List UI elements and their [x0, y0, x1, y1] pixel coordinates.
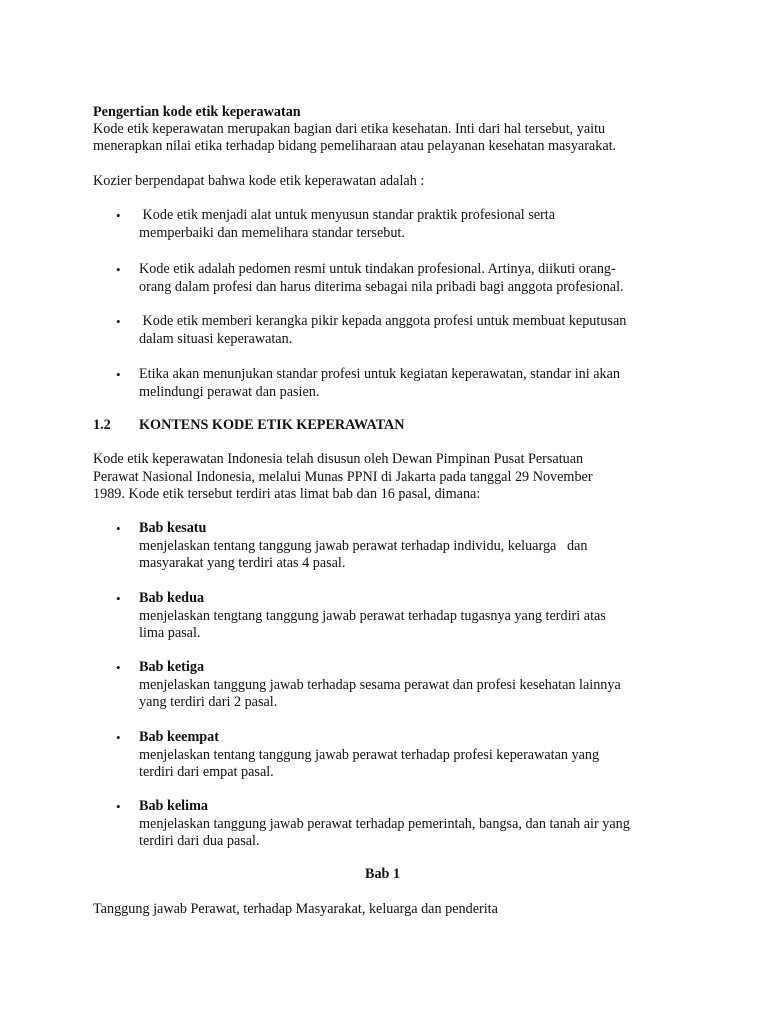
bullet-icon: •: [116, 660, 121, 675]
bab-1-text: Tanggung jawab Perawat, terhadap Masyarakat, keluarga dan penderita: [93, 901, 498, 917]
list-item-line: memperbaiki dan memelihara standar tersebut.: [139, 224, 405, 241]
bullet-icon: •: [116, 367, 121, 382]
section-number: 1.2: [93, 417, 111, 433]
bab-item: [139, 798, 699, 851]
bullet-icon: •: [116, 208, 121, 223]
list-item-line: orang dalam profesi dan harus diterima sebagai nila pribadi bagi anggota profesional.: [139, 278, 624, 295]
bab-desc-line: menjelaskan tanggung jawab terhadap sesama perawat dan profesi kesehatan lainnya: [139, 676, 621, 693]
bab-desc-line: yang terdiri dari 2 pasal.: [139, 694, 278, 710]
bab-item: [139, 590, 699, 643]
bab-desc-line: terdiri dari empat pasal.: [139, 764, 274, 780]
bullet-icon: •: [116, 262, 121, 277]
bullet-icon: •: [116, 730, 121, 745]
section-heading-pengertian: Pengertian kode etik keperawatan: [93, 104, 301, 120]
bab-desc-line: menjelaskan tentang tanggung jawab perawat terhadap profesi keperawatan yang: [139, 746, 600, 763]
bab-item: [139, 520, 699, 573]
bab-item: [139, 659, 699, 712]
bab-desc-line: lima pasal.: [139, 625, 201, 641]
bab-title: Bab kelima: [139, 798, 208, 814]
bullet-icon: •: [116, 799, 121, 814]
list-item: [139, 261, 699, 296]
bullet-icon: •: [116, 591, 121, 606]
list-item-line: melindungi perawat dan pasien.: [139, 383, 320, 400]
list-item: [139, 313, 699, 348]
bab-title: Bab ketiga: [139, 659, 205, 675]
list-item: [139, 207, 699, 242]
bab-desc-line: terdiri dari dua pasal.: [139, 833, 260, 849]
section-heading-konten: KONTENS KODE ETIK KEPERAWATAN: [139, 417, 405, 433]
paragraph-line: Perawat Nasional Indonesia, melalui Munas PPNI di Jakarta pada tanggal 29 November: [93, 469, 593, 485]
list-item: [139, 366, 699, 401]
bab-desc-line: masyarakat yang terdiri atas 4 pasal.: [139, 555, 346, 571]
bab-item: [139, 729, 699, 782]
paragraph-line: 1989. Kode etik tersebut terdiri atas limat bab dan 16 pasal, dimana:: [93, 486, 481, 502]
bab-desc-line: menjelaskan tengtang tanggung jawab perawat terhadap tugasnya yang terdiri atas: [139, 607, 606, 624]
list-item-line: dalam situasi keperawatan.: [139, 330, 293, 347]
bab-1-heading: Bab 1: [365, 866, 401, 882]
bab-desc-line: menjelaskan tanggung jawab perawat terhadap pemerintah, bangsa, dan tanah air yang: [139, 815, 630, 832]
paragraph-line: Kode etik keperawatan Indonesia telah disusun oleh Dewan Pimpinan Pusat Persatuan: [93, 451, 584, 467]
list-item-line: Kode etik memberi kerangka pikir kepada anggota profesi untuk membuat keputusan: [139, 313, 627, 329]
paragraph-line: menerapkan nilai etika terhadap bidang pemeliharaan atau pelayanan kesehatan masyarakat.: [93, 138, 617, 154]
bab-desc-line: menjelaskan tentang tanggung jawab perawat terhadap individu, keluarga dan: [139, 537, 588, 554]
bab-title: Bab kedua: [139, 590, 205, 606]
bullet-icon: •: [116, 314, 121, 329]
bab-title: Bab kesatu: [139, 520, 207, 536]
paragraph-line: Kode etik keperawatan merupakan bagian dari etika kesehatan. Inti dari hal tersebut, yaitu: [93, 121, 606, 137]
list-item-line: Etika akan menunjukan standar profesi untuk kegiatan keperawatan, standar ini akan: [139, 366, 621, 382]
bab-title: Bab keempat: [139, 729, 220, 745]
kozier-intro: Kozier berpendapat bahwa kode etik keperawatan adalah :: [93, 173, 425, 189]
bullet-icon: •: [116, 521, 121, 536]
list-item-line: Kode etik adalah pedomen resmi untuk tindakan profesional. Artinya, diikuti orang-: [139, 261, 616, 277]
list-item-line: Kode etik menjadi alat untuk menyusun standar praktik profesional serta: [139, 207, 556, 223]
